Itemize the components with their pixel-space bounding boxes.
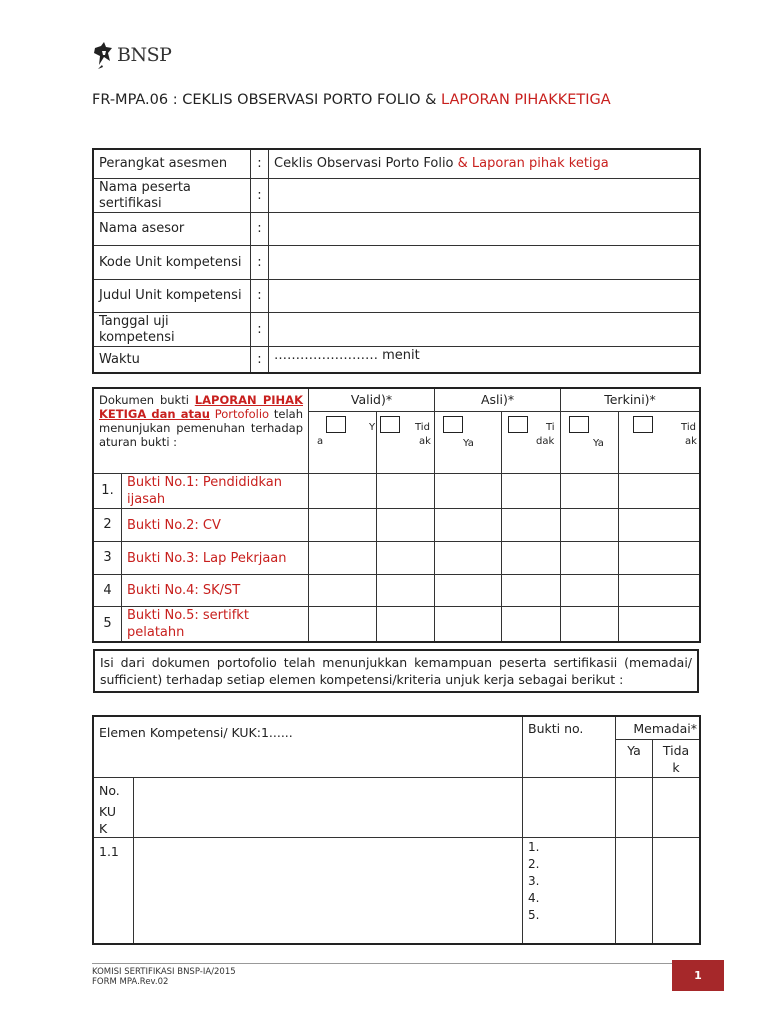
- check-cell[interactable]: [309, 474, 377, 509]
- valid-tidak-checkbox[interactable]: [380, 416, 400, 433]
- ya-cell[interactable]: [616, 778, 653, 838]
- kuk-number: 1.1: [94, 838, 134, 944]
- info-label: Perangkat asesmen: [94, 150, 251, 179]
- kuk-text-cell[interactable]: [134, 838, 523, 944]
- info-label: Judul Unit kompetensi: [94, 280, 251, 313]
- info-colon: :: [251, 280, 269, 313]
- bukti-list-item: 2.: [528, 857, 540, 871]
- info-label: Waktu: [94, 347, 251, 373]
- info-value: [269, 150, 700, 179]
- info-value-red: & Laporan pihak ketiga: [457, 156, 609, 171]
- info-colon: :: [251, 179, 269, 213]
- asli-ya-checkbox[interactable]: [443, 416, 463, 433]
- info-label: Kode Unit kompetensi: [94, 246, 251, 280]
- check-cell[interactable]: [377, 509, 435, 542]
- tidak-label-bottom: ak: [419, 436, 431, 447]
- info-row: [94, 347, 700, 373]
- evidence-num: 3: [94, 542, 122, 575]
- info-colon: :: [251, 150, 269, 179]
- evidence-table: [93, 388, 700, 642]
- check-cell[interactable]: [502, 575, 561, 607]
- info-value-field[interactable]: [269, 313, 700, 347]
- asli-ya-cell: [435, 412, 502, 474]
- desc-highlight: LAPORAN PIHAK KETIGA dan atau: [99, 393, 303, 421]
- bnsp-emblem-icon: [92, 39, 116, 71]
- header-terkini: Terkini)*: [561, 389, 700, 412]
- tidak-label-bottom: dak: [536, 436, 555, 447]
- check-cell[interactable]: [435, 607, 502, 642]
- check-cell[interactable]: [377, 542, 435, 575]
- footer-divider: [92, 963, 722, 964]
- terkini-tidak-cell: [619, 412, 700, 474]
- portfolio-statement: Isi dari dokumen portofolio telah menunjukkan kemampuan peserta sertifikasii (memadai/ sufficient) terhadap setiap elemen kompetensi/kriteria unjuk kerja sebagai berikut :: [93, 649, 699, 693]
- evidence-description: [94, 389, 309, 474]
- check-cell[interactable]: [561, 607, 619, 642]
- check-cell[interactable]: [561, 474, 619, 509]
- ya-label: Ya: [463, 438, 474, 449]
- header-asli: Asli)*: [435, 389, 561, 412]
- info-row: [94, 150, 700, 179]
- info-row: [94, 313, 700, 347]
- check-cell[interactable]: [435, 575, 502, 607]
- info-row: [94, 213, 700, 246]
- tidak-cell[interactable]: [653, 778, 700, 838]
- check-cell[interactable]: [619, 474, 700, 509]
- check-cell[interactable]: [561, 575, 619, 607]
- title-highlight: LAPORAN PIHAKKETIGA: [441, 92, 611, 108]
- ya-label: Ya: [593, 438, 604, 449]
- info-table: [93, 149, 700, 373]
- check-cell[interactable]: [502, 542, 561, 575]
- tidak-label-bottom: ak: [685, 436, 697, 447]
- evidence-row: [94, 542, 700, 575]
- memadai-header: Memadai*: [616, 717, 700, 740]
- check-cell[interactable]: [435, 542, 502, 575]
- evidence-row: [94, 607, 700, 642]
- valid-ya-checkbox[interactable]: [326, 416, 346, 433]
- check-cell[interactable]: [502, 474, 561, 509]
- evidence-name: Bukti No.3: Lap Pekrjaan: [122, 542, 309, 575]
- check-cell[interactable]: [377, 575, 435, 607]
- bnsp-logo: [92, 38, 171, 72]
- check-cell[interactable]: [377, 607, 435, 642]
- footer-line-2: FORM MPA.Rev.02: [92, 977, 169, 987]
- ya-cell[interactable]: [616, 838, 653, 944]
- check-cell[interactable]: [619, 509, 700, 542]
- check-cell[interactable]: [377, 474, 435, 509]
- bukti-cell[interactable]: [523, 778, 616, 838]
- check-cell[interactable]: [619, 575, 700, 607]
- evidence-num: 5: [94, 607, 122, 642]
- check-cell[interactable]: [561, 542, 619, 575]
- info-colon: :: [251, 213, 269, 246]
- info-value-field[interactable]: [269, 213, 700, 246]
- footer: [92, 967, 236, 987]
- ya-label-bottom: a: [317, 436, 324, 447]
- check-cell[interactable]: [502, 607, 561, 642]
- desc-text: Dokumen bukti: [99, 393, 195, 407]
- info-row: [94, 280, 700, 313]
- bukti-list-item: 1.: [528, 840, 540, 854]
- info-colon: :: [251, 347, 269, 373]
- valid-ya-cell: [309, 412, 377, 474]
- terkini-ya-cell: [561, 412, 619, 474]
- evidence-row: [94, 474, 700, 509]
- info-label: Tanggal uji kompetensi: [94, 313, 251, 347]
- check-cell[interactable]: [502, 509, 561, 542]
- page-number: 1: [672, 960, 724, 991]
- element-label: Elemen Kompetensi/ KUK:1......: [94, 717, 523, 778]
- bukti-list-item: 5.: [528, 908, 540, 922]
- tidak-header: Tida k: [653, 740, 700, 778]
- info-label: Nama asesor: [94, 213, 251, 246]
- check-cell[interactable]: [561, 509, 619, 542]
- asli-tidak-cell: [502, 412, 561, 474]
- kuk-row: [94, 838, 700, 944]
- info-colon: :: [251, 246, 269, 280]
- evidence-row: [94, 575, 700, 607]
- info-value-field[interactable]: [269, 246, 700, 280]
- check-cell[interactable]: [435, 474, 502, 509]
- kuk-header-row: [94, 778, 700, 838]
- element-header-row: [94, 717, 700, 740]
- tidak-label-top: Ti: [546, 422, 555, 433]
- title-prefix: FR-MPA.06 : CEKLIS OBSERVASI PORTO FOLIO &: [92, 92, 442, 108]
- desc-text-2: telah menunjukan pemenuhan terhadap aturan bukti :: [99, 407, 304, 449]
- evidence-name: Bukti No.4: SK/ST: [122, 575, 309, 607]
- check-cell[interactable]: [309, 509, 377, 542]
- evidence-name: Bukti No.1: Pendididkan ijasah: [122, 474, 309, 509]
- tidak-label-top: Tid: [681, 422, 696, 433]
- evidence-num: 4: [94, 575, 122, 607]
- asli-tidak-checkbox[interactable]: [508, 416, 528, 433]
- check-cell[interactable]: [435, 509, 502, 542]
- info-value-text: Ceklis Observasi Porto Folio: [274, 156, 458, 171]
- info-colon: :: [251, 313, 269, 347]
- ya-header: Ya: [616, 740, 653, 778]
- check-cell[interactable]: [619, 607, 700, 642]
- info-value-field[interactable]: [269, 179, 700, 213]
- form-title: [92, 90, 652, 110]
- evidence-header-row: [94, 389, 700, 412]
- bukti-header: Bukti no.: [523, 717, 616, 778]
- element-table: [93, 716, 700, 944]
- info-value-field[interactable]: [269, 280, 700, 313]
- info-label: Nama peserta sertifikasi: [94, 179, 251, 213]
- check-cell[interactable]: [309, 542, 377, 575]
- tidak-label-top: Tid: [415, 422, 430, 433]
- kuk-label: KU K: [99, 804, 117, 836]
- bukti-list-item: 4.: [528, 891, 540, 905]
- bukti-list-cell[interactable]: [523, 838, 616, 944]
- evidence-name: Bukti No.2: CV: [122, 509, 309, 542]
- logo-text: BNSP: [117, 44, 172, 66]
- valid-tidak-cell: [377, 412, 435, 474]
- kuk-text-cell[interactable]: [134, 778, 523, 838]
- info-row: [94, 246, 700, 280]
- bukti-list-item: 3.: [528, 874, 540, 888]
- desc-portofolio: Portofolio: [214, 407, 270, 421]
- check-cell[interactable]: [309, 575, 377, 607]
- footer-line-1: KOMISI SERTIFIKASI BNSP-IA/2015: [92, 967, 236, 977]
- no-label: No.: [99, 783, 120, 798]
- info-row: [94, 179, 700, 213]
- evidence-row: [94, 509, 700, 542]
- evidence-num: 1.: [94, 474, 122, 509]
- info-value-field[interactable]: …………………… menit: [269, 347, 700, 373]
- terkini-tidak-checkbox[interactable]: [633, 416, 653, 433]
- terkini-ya-checkbox[interactable]: [569, 416, 589, 433]
- check-cell[interactable]: [309, 607, 377, 642]
- kuk-number-header: [94, 778, 134, 838]
- check-cell[interactable]: [619, 542, 700, 575]
- tidak-cell[interactable]: [653, 838, 700, 944]
- ya-label-top: Y: [369, 422, 376, 433]
- evidence-num: 2: [94, 509, 122, 542]
- header-valid: Valid)*: [309, 389, 435, 412]
- evidence-name: Bukti No.5: sertifkt pelatahn: [122, 607, 309, 642]
